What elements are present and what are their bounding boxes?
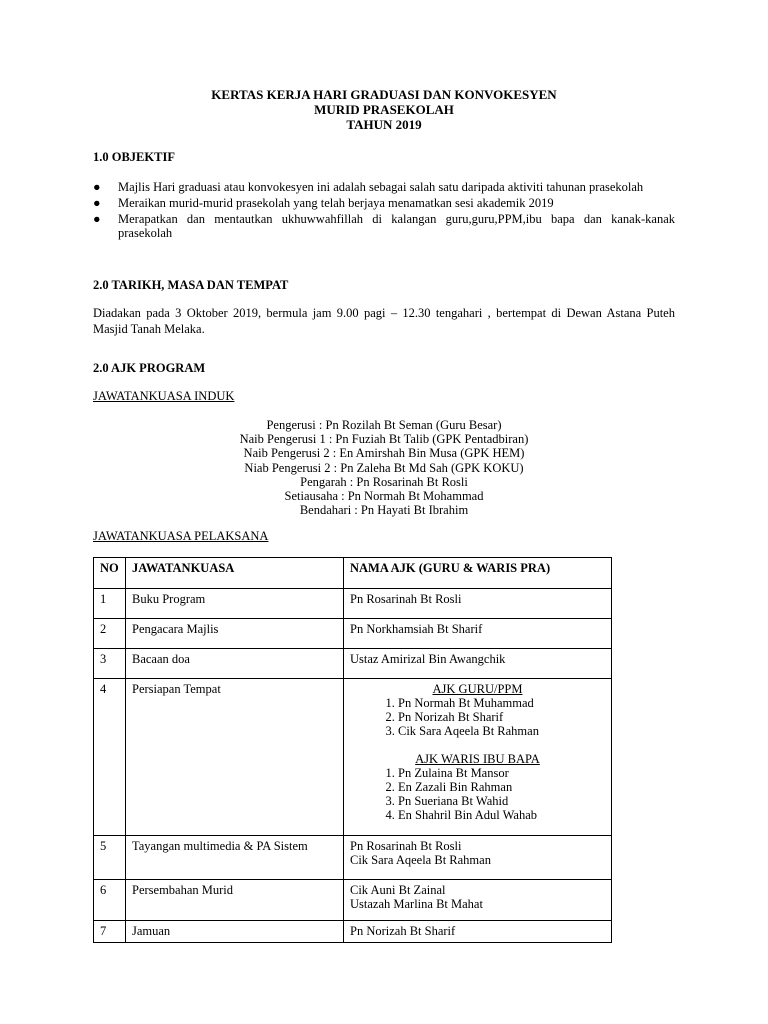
table-row [94, 679, 612, 836]
table-row [94, 649, 612, 679]
induk-line: Naib Pengerusi 1 : Pn Fuziah Bt Talib (GPK Pentadbiran) [239, 432, 529, 447]
table-header-row [94, 558, 612, 589]
induk-line: Naib Pengerusi 2 : En Amirshah Bin Musa (GPK HEM) [243, 446, 525, 461]
objektif-item-text: Meraikan murid-murid prasekolah yang telah berjaya menamatkan sesi akademik 2019 [118, 196, 554, 210]
list-item: 4. En Shahril Bin Adul Wahab [398, 808, 605, 822]
cell-no: 7 [94, 921, 126, 943]
list-item: 1. Pn Zulaina Bt Mansor [398, 766, 605, 780]
nama-line: Ustazah Marlina Bt Mahat [350, 897, 483, 911]
table-row [94, 836, 612, 880]
nama-line: Pn Rosarinah Bt Rosli [350, 839, 462, 853]
header-nama: NAMA AJK (GURU & WARIS PRA) [344, 558, 612, 589]
objektif-item [93, 212, 675, 240]
header-no: NO [94, 558, 126, 589]
list-item: 3. Cik Sara Aqeela Bt Rahman [398, 724, 605, 738]
cell-nama [344, 619, 612, 649]
table-row [94, 619, 612, 649]
pelaksana-title: JAWATANKUASA PELAKSANA [93, 529, 269, 543]
bullet-icon: ● [93, 196, 101, 210]
objektif-list [93, 180, 675, 242]
table-row [94, 921, 612, 943]
cell-nama [344, 679, 612, 836]
cell-jawatankuasa: Tayangan multimedia & PA Sistem [126, 836, 344, 880]
tarikh-heading: 2.0 TARIKH, MASA DAN TEMPAT [93, 278, 289, 292]
list-item: 1. Pn Normah Bt Muhammad [398, 696, 605, 710]
cell-nama [344, 836, 612, 880]
objektif-item-text: Majlis Hari graduasi atau konvokesyen ini adalah sebagai salah satu daripada aktiviti tahunan prasekolah [118, 180, 644, 194]
list-item: 3. Pn Sueriana Bt Wahid [398, 794, 605, 808]
list-item: 2. Pn Norizah Bt Sharif [398, 710, 605, 724]
objektif-item [93, 196, 675, 210]
cell-no: 2 [94, 619, 126, 649]
induk-title: JAWATANKUASA INDUK [93, 389, 235, 403]
bullet-icon: ● [93, 180, 101, 194]
waris-list [350, 766, 605, 822]
cell-jawatankuasa: Persembahan Murid [126, 880, 344, 921]
induk-list [0, 418, 768, 517]
nama-line: Pn Norkhamsiah Bt Sharif [350, 622, 483, 636]
bullet-icon: ● [93, 212, 101, 226]
guru-list [350, 696, 605, 738]
cell-jawatankuasa: Jamuan [126, 921, 344, 943]
ajk-table [93, 557, 612, 943]
nama-line: Pn Rosarinah Bt Rosli [350, 592, 462, 606]
cell-jawatankuasa: Bacaan doa [126, 649, 344, 679]
title-line-2: MURID PRASEKOLAH [314, 102, 454, 117]
cell-nama [344, 649, 612, 679]
title-line-3: TAHUN 2019 [346, 117, 422, 132]
induk-line: Pengerusi : Pn Rozilah Bt Seman (Guru Besar) [266, 418, 502, 432]
title-line-1: KERTAS KERJA HARI GRADUASI DAN KONVOKESYEN [211, 87, 557, 102]
nama-line: Ustaz Amirizal Bin Awangchik [350, 652, 506, 666]
nama-line: Pn Norizah Bt Sharif [350, 924, 456, 938]
document-title [0, 87, 768, 132]
nama-line: Cik Auni Bt Zainal [350, 883, 446, 897]
cell-no: 1 [94, 589, 126, 619]
cell-no: 3 [94, 649, 126, 679]
induk-line: Niab Pengerusi 2 : Pn Zaleha Bt Md Sah (GPK KOKU) [244, 460, 524, 475]
nama-line: Cik Sara Aqeela Bt Rahman [350, 853, 491, 867]
cell-nama [344, 589, 612, 619]
cell-no: 6 [94, 880, 126, 921]
objektif-item [93, 180, 675, 194]
cell-jawatankuasa: Persiapan Tempat [126, 679, 344, 836]
cell-jawatankuasa: Buku Program [126, 589, 344, 619]
cell-jawatankuasa: Pengacara Majlis [126, 619, 344, 649]
cell-nama [344, 921, 612, 943]
guru-subtitle: AJK GURU/PPM [432, 682, 523, 696]
header-jawatankuasa: JAWATANKUASA [126, 558, 344, 589]
induk-line: Bendahari : Pn Hayati Bt Ibrahim [299, 503, 469, 518]
tarikh-paragraph: Diadakan pada 3 Oktober 2019, bermula jam 9.00 pagi – 12.30 tengahari , bertempat di Dewan Astana Puteh Masjid Tanah Melaka. [93, 306, 675, 336]
cell-nama [344, 880, 612, 921]
list-item: 2. En Zazali Bin Rahman [398, 780, 605, 794]
waris-subtitle: AJK WARIS IBU BAPA [415, 752, 540, 766]
cell-no: 5 [94, 836, 126, 880]
objektif-item-text: Merapatkan dan mentautkan ukhuwwahfillah di kalangan guru,guru,PPM,ibu bapa dan kanak-kanak prasekolah [118, 212, 675, 240]
table-row [94, 589, 612, 619]
table-row [94, 880, 612, 921]
induk-line: Pengarah : Pn Rosarinah Bt Rosli [300, 474, 468, 489]
cell-no: 4 [94, 679, 126, 836]
induk-line: Setiausaha : Pn Normah Bt Mohammad [284, 489, 484, 504]
objektif-heading: 1.0 OBJEKTIF [93, 150, 175, 164]
ajk-heading: 2.0 AJK PROGRAM [93, 361, 206, 375]
